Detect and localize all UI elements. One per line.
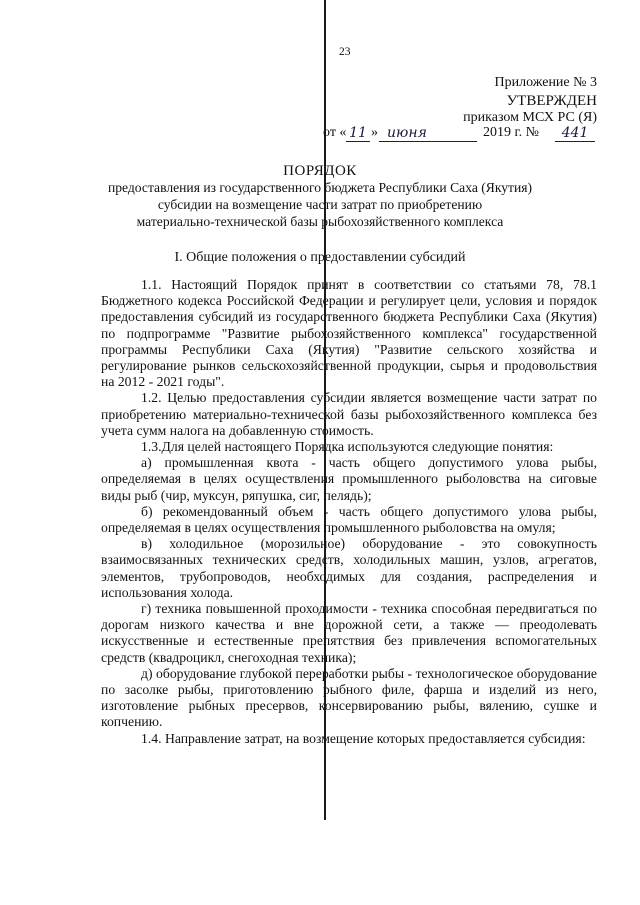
approved-label: УТВЕРЖДЕН [506,93,597,109]
paragraph-1-3: 1.3.Для целей настоящего Порядка используются следующие понятия: [141,439,554,455]
approval-date-line [323,125,596,145]
document-body [101,277,597,747]
handwritten-number: 441 [555,125,595,142]
date-prefix: от « [323,125,347,140]
section-heading: I. Общие положения о предоставлении субсидий [174,250,466,265]
handwritten-month: июня [379,125,477,142]
paragraph-item-b: б) рекомендованный объем - часть общего допустимого улова рыбы, определяемая в целях осуществления промышленного рыболовства на омуля; [101,503,597,536]
paragraph-item-a: а) промышленная квота - часть общего допустимого улова рыбы, определяемая в целях осуществления промышленного рыболовства на сиговые виды рыб (чир, муксун, ряпушка, сиг, пелядь); [101,455,597,503]
title-line-2: субсидии на возмещение части затрат по приобретению [157,197,483,212]
paragraph-item-d: д) оборудование глубокой переработки рыбы - технологическое оборудование по засолке рыбы, приготовлению рыбного филе, фарша и изделий из него, изготовление рыбных пресервов, консервированию рыбы, вялению, сушке и копчению. [101,665,597,730]
paragraph-item-g: г) техника повышенной проходимости - техника способная передвигаться по дорогам низкого качества и вне дорожной сети, а также — преодолевать искусственные и естественные препятствия без привлечения вспомогательных средств (квадроцикл, снегоходная техника); [101,601,597,665]
document-title: ПОРЯДОК [283,163,357,179]
date-year: 2019 г. № [483,125,540,140]
appendix-label: Приложение № 3 [494,75,597,90]
page-number: 23 [339,46,351,58]
title-line-1: предоставления из государственного бюджета Республики Саха (Якутия) [107,180,533,195]
paragraph-1-1: 1.1. Настоящий Порядок принят в соответствии со статьями 78, 78.1 Бюджетного кодекса Российской Федерации и регулирует цели, условия и порядок предоставления субсидий из государственного бюджета Республики Саха (Якутия) по подпрограмме "Развитие рыбохозяйственного комплекса" государственной программы Республики Саха (Якутия) "Развитие сельского хозяйства и регулирование рынков сельскохозяйственной продукции, сырья и продовольствия на 2012 - 2021 годы". [101,277,597,390]
paragraph-item-v: в) холодильное (морозильное) оборудование - это совокупность взаимосвязанных технических средств, холодильных машин, узлов, агрегатов, элементов, трубопроводов, необходимых для создания, распределения и использования холода. [101,536,597,600]
order-label: приказом МСХ РС (Я) [463,110,597,125]
handwritten-day: 11 [346,125,370,142]
title-line-3: материально-технической базы рыбохозяйственного комплекса [136,214,504,229]
paragraph-1-2: 1.2. Целью предоставления субсидии является возмещение части затрат по приобретению материально-технической базы рыбохозяйственного комплекса без учета сумм налога на добавленную стоимость. [101,390,597,438]
date-mid: » [371,125,378,140]
paragraph-1-4: 1.4. Направление затрат, на возмещение которых предоставляется субсидия: [141,730,586,746]
